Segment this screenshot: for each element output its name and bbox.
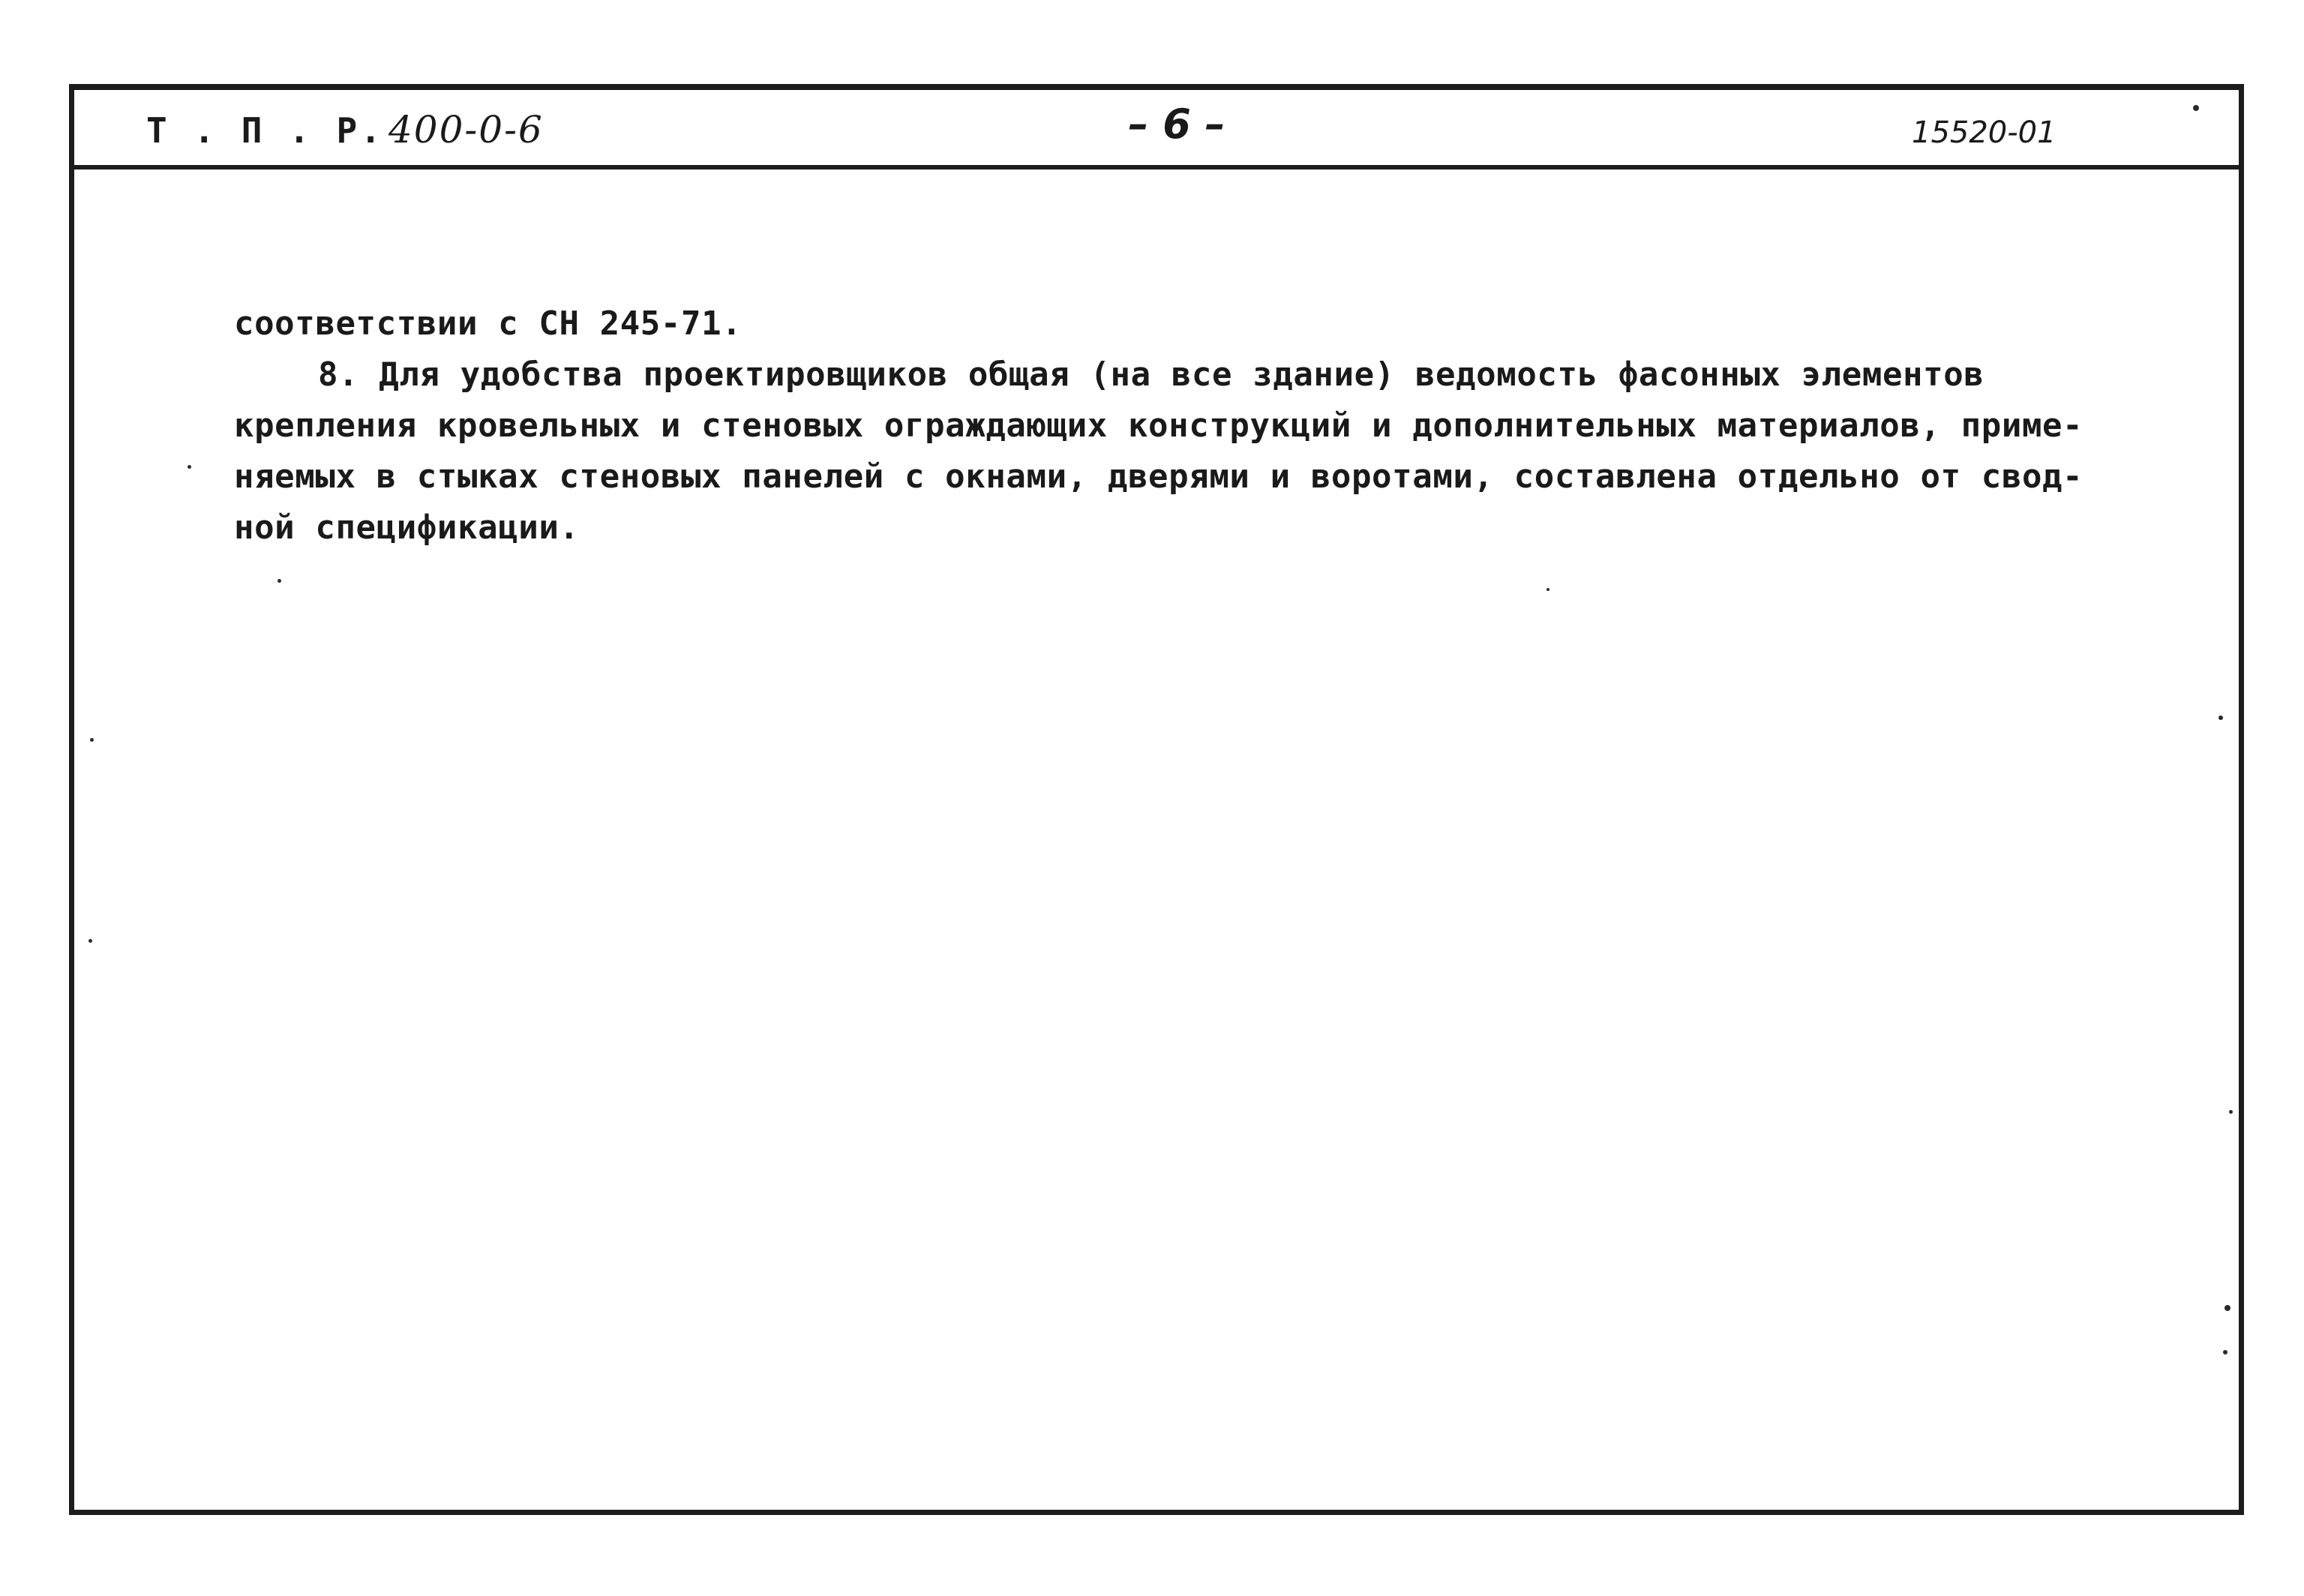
scan-speck (90, 738, 94, 742)
title-block-header (74, 90, 2239, 170)
series-stamp (146, 108, 544, 152)
text-line: няемых в стыках стеновых панелей с окнами, дверями и воротами, составлена отдельно от свод- (234, 458, 2084, 496)
scan-speck (2193, 105, 2199, 111)
scan-speck (2223, 1350, 2228, 1354)
scan-speck (188, 465, 191, 469)
text-line: соответствии с СН 245-71. (234, 304, 742, 343)
scan-speck (2224, 1305, 2230, 1311)
series-prefix: Т . П . Р. (146, 110, 384, 151)
text-line: 8. Для удобства проектировщиков общая (на все здание) ведомость фасонных элементов (318, 356, 1984, 394)
scan-speck (2218, 716, 2223, 720)
scan-speck (88, 939, 92, 943)
scan-speck (278, 579, 281, 583)
scan-speck (2229, 1110, 2233, 1114)
series-number: 400-0-6 (388, 108, 544, 152)
document-code: 15520-01 (1912, 116, 2056, 150)
scan-speck (1546, 588, 1550, 591)
document-body (234, 298, 2154, 554)
text-line: ной спецификации. (234, 508, 580, 547)
page-number: – 6 – (1128, 100, 1226, 148)
text-line: крепления кровельных и стеновых ограждающих конструкций и дополнительных материалов, приме- (234, 406, 2084, 445)
